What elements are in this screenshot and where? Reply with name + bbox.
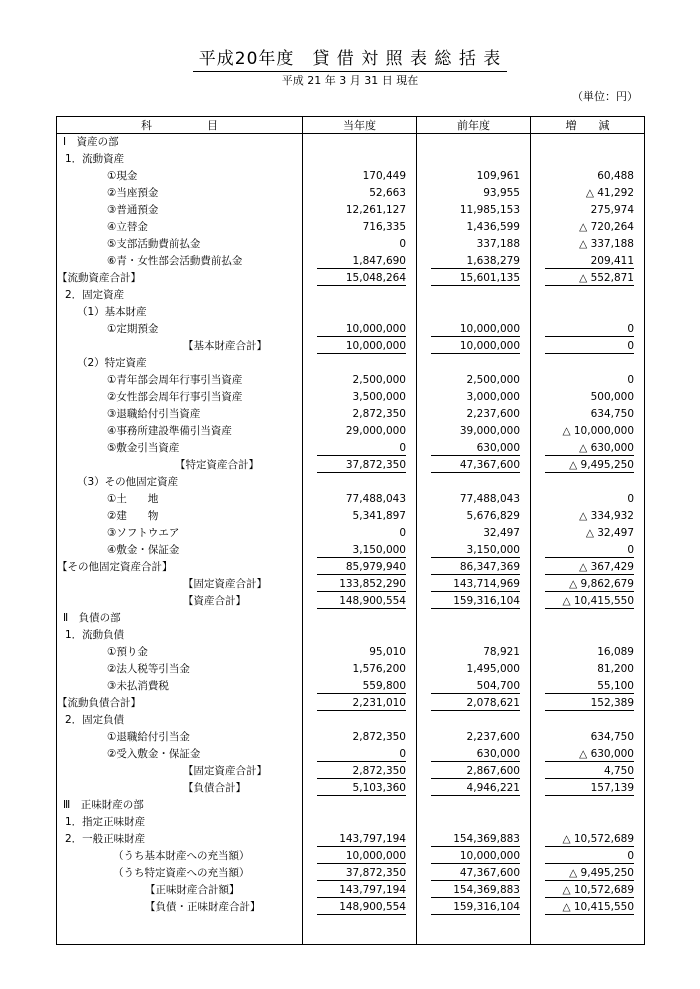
previous-year-value: 93,955 bbox=[417, 185, 531, 202]
row-label: 【資産合計】 bbox=[57, 593, 303, 610]
table-row bbox=[57, 304, 645, 321]
table-row bbox=[57, 542, 645, 559]
previous-year-value bbox=[417, 712, 531, 729]
current-year-value: 5,341,897 bbox=[303, 508, 417, 525]
previous-year-value: 47,367,600 bbox=[417, 457, 531, 474]
row-label: ①定期預金 bbox=[57, 321, 303, 338]
current-year-value: 95,010 bbox=[303, 644, 417, 661]
row-label: ⑤支部活動費前払金 bbox=[57, 236, 303, 253]
current-year-value: 2,872,350 bbox=[303, 729, 417, 746]
current-year-value: 37,872,350 bbox=[303, 865, 417, 882]
change-value: △ 630,000 bbox=[531, 440, 645, 457]
current-year-value: 52,663 bbox=[303, 185, 417, 202]
change-value: △ 10,572,689 bbox=[531, 831, 645, 848]
row-label: 【固定資産合計】 bbox=[57, 576, 303, 593]
current-year-value bbox=[303, 712, 417, 729]
table-row bbox=[57, 593, 645, 610]
row-label: ③未払消費税 bbox=[57, 678, 303, 695]
previous-year-value: 154,369,883 bbox=[417, 831, 531, 848]
row-label: 【負債合計】 bbox=[57, 780, 303, 797]
previous-year-value: 159,316,104 bbox=[417, 593, 531, 610]
row-label: 1．指定正味財産 bbox=[57, 814, 303, 831]
row-label: 【特定資産合計】 bbox=[57, 457, 303, 474]
current-year-value bbox=[303, 151, 417, 168]
row-label: ③普通預金 bbox=[57, 202, 303, 219]
row-label: 2．固定負債 bbox=[57, 712, 303, 729]
change-value: 0 bbox=[531, 321, 645, 338]
current-year-value bbox=[303, 304, 417, 321]
previous-year-value bbox=[417, 355, 531, 372]
table-row bbox=[57, 576, 645, 593]
table-row bbox=[57, 831, 645, 848]
previous-year-value: 32,497 bbox=[417, 525, 531, 542]
row-label: ⑥青・女性部会活動費前払金 bbox=[57, 253, 303, 270]
change-value: △ 720,264 bbox=[531, 219, 645, 236]
row-label: 1．流動負債 bbox=[57, 627, 303, 644]
current-year-value: 2,872,350 bbox=[303, 763, 417, 780]
change-value: △ 10,415,550 bbox=[531, 593, 645, 610]
change-value bbox=[531, 916, 645, 945]
current-year-value bbox=[303, 627, 417, 644]
table-row bbox=[57, 338, 645, 355]
row-label: ②受入敷金・保証金 bbox=[57, 746, 303, 763]
change-value: △ 630,000 bbox=[531, 746, 645, 763]
change-value: 634,750 bbox=[531, 406, 645, 423]
table-row bbox=[57, 423, 645, 440]
current-year-value: 0 bbox=[303, 236, 417, 253]
current-year-value: 143,797,194 bbox=[303, 882, 417, 899]
header-previous-year: 前年度 bbox=[417, 117, 531, 134]
row-label: Ⅱ 負債の部 bbox=[57, 610, 303, 627]
table-row bbox=[57, 848, 645, 865]
current-year-value: 3,500,000 bbox=[303, 389, 417, 406]
change-value bbox=[531, 151, 645, 168]
row-label: 【基本財産合計】 bbox=[57, 338, 303, 355]
current-year-value bbox=[303, 610, 417, 627]
row-label: ②建 物 bbox=[57, 508, 303, 525]
table-row bbox=[57, 678, 645, 695]
previous-year-value: 39,000,000 bbox=[417, 423, 531, 440]
current-year-value bbox=[303, 355, 417, 372]
table-row bbox=[57, 559, 645, 576]
row-label: （うち基本財産への充当額） bbox=[57, 848, 303, 865]
table-row bbox=[57, 865, 645, 882]
current-year-value: 5,103,360 bbox=[303, 780, 417, 797]
table-row bbox=[57, 508, 645, 525]
previous-year-value: 10,000,000 bbox=[417, 321, 531, 338]
table-row bbox=[57, 491, 645, 508]
table-row bbox=[57, 780, 645, 797]
change-value: △ 334,932 bbox=[531, 508, 645, 525]
current-year-value: 2,231,010 bbox=[303, 695, 417, 712]
change-value: △ 10,572,689 bbox=[531, 882, 645, 899]
previous-year-value: 154,369,883 bbox=[417, 882, 531, 899]
current-year-value bbox=[303, 287, 417, 304]
current-year-value: 77,488,043 bbox=[303, 491, 417, 508]
row-label: ②女性部会周年行事引当資産 bbox=[57, 389, 303, 406]
change-value: 209,411 bbox=[531, 253, 645, 270]
change-value: 4,750 bbox=[531, 763, 645, 780]
table-row bbox=[57, 695, 645, 712]
table-row bbox=[57, 406, 645, 423]
change-value: 0 bbox=[531, 848, 645, 865]
current-year-value: 0 bbox=[303, 440, 417, 457]
change-value: 0 bbox=[531, 372, 645, 389]
change-value: △ 337,188 bbox=[531, 236, 645, 253]
current-year-value: 29,000,000 bbox=[303, 423, 417, 440]
previous-year-value bbox=[417, 304, 531, 321]
title-text: 平成20年度 貸 借 対 照 表 総 括 表 bbox=[193, 44, 507, 72]
current-year-value bbox=[303, 134, 417, 152]
row-label: ②当座預金 bbox=[57, 185, 303, 202]
current-year-value: 148,900,554 bbox=[303, 899, 417, 916]
change-value: 0 bbox=[531, 542, 645, 559]
table-row bbox=[57, 627, 645, 644]
table-row bbox=[57, 321, 645, 338]
change-value bbox=[531, 134, 645, 152]
table-row bbox=[57, 712, 645, 729]
change-value bbox=[531, 610, 645, 627]
previous-year-value: 1,495,000 bbox=[417, 661, 531, 678]
current-year-value bbox=[303, 474, 417, 491]
table-row bbox=[57, 355, 645, 372]
change-value: 55,100 bbox=[531, 678, 645, 695]
previous-year-value: 3,000,000 bbox=[417, 389, 531, 406]
row-label: 【その他固定資産合計】 bbox=[57, 559, 303, 576]
change-value bbox=[531, 797, 645, 814]
table-row bbox=[57, 287, 645, 304]
previous-year-value: 11,985,153 bbox=[417, 202, 531, 219]
previous-year-value: 630,000 bbox=[417, 440, 531, 457]
change-value bbox=[531, 627, 645, 644]
previous-year-value: 337,188 bbox=[417, 236, 531, 253]
header-current-year: 当年度 bbox=[303, 117, 417, 134]
previous-year-value bbox=[417, 151, 531, 168]
previous-year-value bbox=[417, 134, 531, 152]
current-year-value: 10,000,000 bbox=[303, 848, 417, 865]
previous-year-value: 159,316,104 bbox=[417, 899, 531, 916]
current-year-value: 10,000,000 bbox=[303, 338, 417, 355]
table-row bbox=[57, 219, 645, 236]
previous-year-value: 1,638,279 bbox=[417, 253, 531, 270]
table-row bbox=[57, 610, 645, 627]
table-row bbox=[57, 372, 645, 389]
previous-year-value bbox=[417, 814, 531, 831]
row-label: （うち特定資産への充当額） bbox=[57, 865, 303, 882]
previous-year-value: 4,946,221 bbox=[417, 780, 531, 797]
previous-year-value: 2,237,600 bbox=[417, 729, 531, 746]
table-row bbox=[57, 202, 645, 219]
table-body bbox=[57, 134, 645, 945]
previous-year-value: 77,488,043 bbox=[417, 491, 531, 508]
table-row bbox=[57, 134, 645, 152]
current-year-value: 143,797,194 bbox=[303, 831, 417, 848]
row-label: ②法人税等引当金 bbox=[57, 661, 303, 678]
current-year-value: 85,979,940 bbox=[303, 559, 417, 576]
current-year-value: 148,900,554 bbox=[303, 593, 417, 610]
row-label: 【流動資産合計】 bbox=[57, 270, 303, 287]
row-label bbox=[57, 916, 303, 945]
previous-year-value: 15,601,135 bbox=[417, 270, 531, 287]
previous-year-value: 630,000 bbox=[417, 746, 531, 763]
current-year-value: 1,576,200 bbox=[303, 661, 417, 678]
previous-year-value: 1,436,599 bbox=[417, 219, 531, 236]
table-row bbox=[57, 168, 645, 185]
row-label: ④立替金 bbox=[57, 219, 303, 236]
change-value: △ 9,862,679 bbox=[531, 576, 645, 593]
row-label: 【流動負債合計】 bbox=[57, 695, 303, 712]
previous-year-value bbox=[417, 797, 531, 814]
change-value bbox=[531, 814, 645, 831]
table-row bbox=[57, 797, 645, 814]
change-value: △ 9,495,250 bbox=[531, 865, 645, 882]
current-year-value: 37,872,350 bbox=[303, 457, 417, 474]
current-year-value: 0 bbox=[303, 525, 417, 542]
change-value: 275,974 bbox=[531, 202, 645, 219]
table-row bbox=[57, 899, 645, 916]
row-label: ①現金 bbox=[57, 168, 303, 185]
change-value: △ 367,429 bbox=[531, 559, 645, 576]
table-row bbox=[57, 882, 645, 899]
table-row bbox=[57, 253, 645, 270]
previous-year-value: 47,367,600 bbox=[417, 865, 531, 882]
current-year-value: 133,852,290 bbox=[303, 576, 417, 593]
change-value: △ 9,495,250 bbox=[531, 457, 645, 474]
change-value bbox=[531, 355, 645, 372]
table-row bbox=[57, 474, 645, 491]
change-value bbox=[531, 287, 645, 304]
change-value: 81,200 bbox=[531, 661, 645, 678]
table-row bbox=[57, 236, 645, 253]
row-label: 2．一般正味財産 bbox=[57, 831, 303, 848]
previous-year-value: 5,676,829 bbox=[417, 508, 531, 525]
change-value: 0 bbox=[531, 491, 645, 508]
change-value: 634,750 bbox=[531, 729, 645, 746]
table-row bbox=[57, 814, 645, 831]
row-label: （1）基本財産 bbox=[57, 304, 303, 321]
table-row bbox=[57, 457, 645, 474]
previous-year-value: 143,714,969 bbox=[417, 576, 531, 593]
change-value: △ 41,292 bbox=[531, 185, 645, 202]
previous-year-value bbox=[417, 916, 531, 945]
change-value: 16,089 bbox=[531, 644, 645, 661]
table-row bbox=[57, 151, 645, 168]
header-change: 増 減 bbox=[531, 117, 645, 134]
row-label: ①土 地 bbox=[57, 491, 303, 508]
current-year-value bbox=[303, 797, 417, 814]
change-value: 157,139 bbox=[531, 780, 645, 797]
current-year-value: 0 bbox=[303, 746, 417, 763]
change-value: 60,488 bbox=[531, 168, 645, 185]
change-value: 500,000 bbox=[531, 389, 645, 406]
row-label: 【正味財産合計額】 bbox=[57, 882, 303, 899]
previous-year-value: 2,500,000 bbox=[417, 372, 531, 389]
row-label: （3）その他固定資産 bbox=[57, 474, 303, 491]
balance-sheet-table bbox=[56, 116, 645, 945]
current-year-value: 2,500,000 bbox=[303, 372, 417, 389]
current-year-value: 3,150,000 bbox=[303, 542, 417, 559]
previous-year-value: 109,961 bbox=[417, 168, 531, 185]
previous-year-value: 78,921 bbox=[417, 644, 531, 661]
current-year-value bbox=[303, 814, 417, 831]
table-header-row bbox=[57, 117, 645, 134]
row-label: ①預り金 bbox=[57, 644, 303, 661]
change-value: △ 32,497 bbox=[531, 525, 645, 542]
row-label: ①青年部会周年行事引当資産 bbox=[57, 372, 303, 389]
current-year-value bbox=[303, 916, 417, 945]
current-year-value: 2,872,350 bbox=[303, 406, 417, 423]
current-year-value: 716,335 bbox=[303, 219, 417, 236]
previous-year-value bbox=[417, 474, 531, 491]
previous-year-value: 504,700 bbox=[417, 678, 531, 695]
table-row bbox=[57, 763, 645, 780]
unit-label: （単位：円） bbox=[572, 90, 638, 103]
row-label: 【負債・正味財産合計】 bbox=[57, 899, 303, 916]
change-value: 0 bbox=[531, 338, 645, 355]
change-value bbox=[531, 474, 645, 491]
row-label: Ⅲ 正味財産の部 bbox=[57, 797, 303, 814]
table-row bbox=[57, 389, 645, 406]
row-label: ③退職給付引当資産 bbox=[57, 406, 303, 423]
row-label: 1．流動資産 bbox=[57, 151, 303, 168]
table-row bbox=[57, 729, 645, 746]
current-year-value: 15,048,264 bbox=[303, 270, 417, 287]
current-year-value: 559,800 bbox=[303, 678, 417, 695]
row-label: ④事務所建設準備引当資産 bbox=[57, 423, 303, 440]
row-label: ④敷金・保証金 bbox=[57, 542, 303, 559]
change-value: △ 10,000,000 bbox=[531, 423, 645, 440]
row-label: ⑤敷金引当資産 bbox=[57, 440, 303, 457]
header-subject: 科 目 bbox=[57, 117, 303, 134]
change-value bbox=[531, 304, 645, 321]
row-label: ③ソフトウエア bbox=[57, 525, 303, 542]
current-year-value: 12,261,127 bbox=[303, 202, 417, 219]
previous-year-value: 10,000,000 bbox=[417, 338, 531, 355]
previous-year-value bbox=[417, 627, 531, 644]
previous-year-value: 86,347,369 bbox=[417, 559, 531, 576]
current-year-value: 1,847,690 bbox=[303, 253, 417, 270]
row-label: Ⅰ 資産の部 bbox=[57, 134, 303, 152]
previous-year-value: 10,000,000 bbox=[417, 848, 531, 865]
previous-year-value: 2,867,600 bbox=[417, 763, 531, 780]
change-value bbox=[531, 712, 645, 729]
change-value: △ 10,415,550 bbox=[531, 899, 645, 916]
table-row bbox=[57, 746, 645, 763]
row-label: 【固定資産合計】 bbox=[57, 763, 303, 780]
table-row bbox=[57, 644, 645, 661]
table-row bbox=[57, 270, 645, 287]
previous-year-value: 2,237,600 bbox=[417, 406, 531, 423]
previous-year-value bbox=[417, 610, 531, 627]
current-year-value: 170,449 bbox=[303, 168, 417, 185]
table-row bbox=[57, 661, 645, 678]
previous-year-value: 2,078,621 bbox=[417, 695, 531, 712]
change-value: △ 552,871 bbox=[531, 270, 645, 287]
table-row bbox=[57, 916, 645, 945]
row-label: （2）特定資産 bbox=[57, 355, 303, 372]
document-title bbox=[0, 44, 700, 72]
current-year-value: 10,000,000 bbox=[303, 321, 417, 338]
table-row bbox=[57, 440, 645, 457]
row-label: 2．固定資産 bbox=[57, 287, 303, 304]
row-label: ①退職給付引当金 bbox=[57, 729, 303, 746]
table-row bbox=[57, 185, 645, 202]
as-of-date: 平成 21 年 3 月 31 日 現在 bbox=[281, 74, 419, 87]
previous-year-value: 3,150,000 bbox=[417, 542, 531, 559]
change-value: 152,389 bbox=[531, 695, 645, 712]
table-row bbox=[57, 525, 645, 542]
previous-year-value bbox=[417, 287, 531, 304]
